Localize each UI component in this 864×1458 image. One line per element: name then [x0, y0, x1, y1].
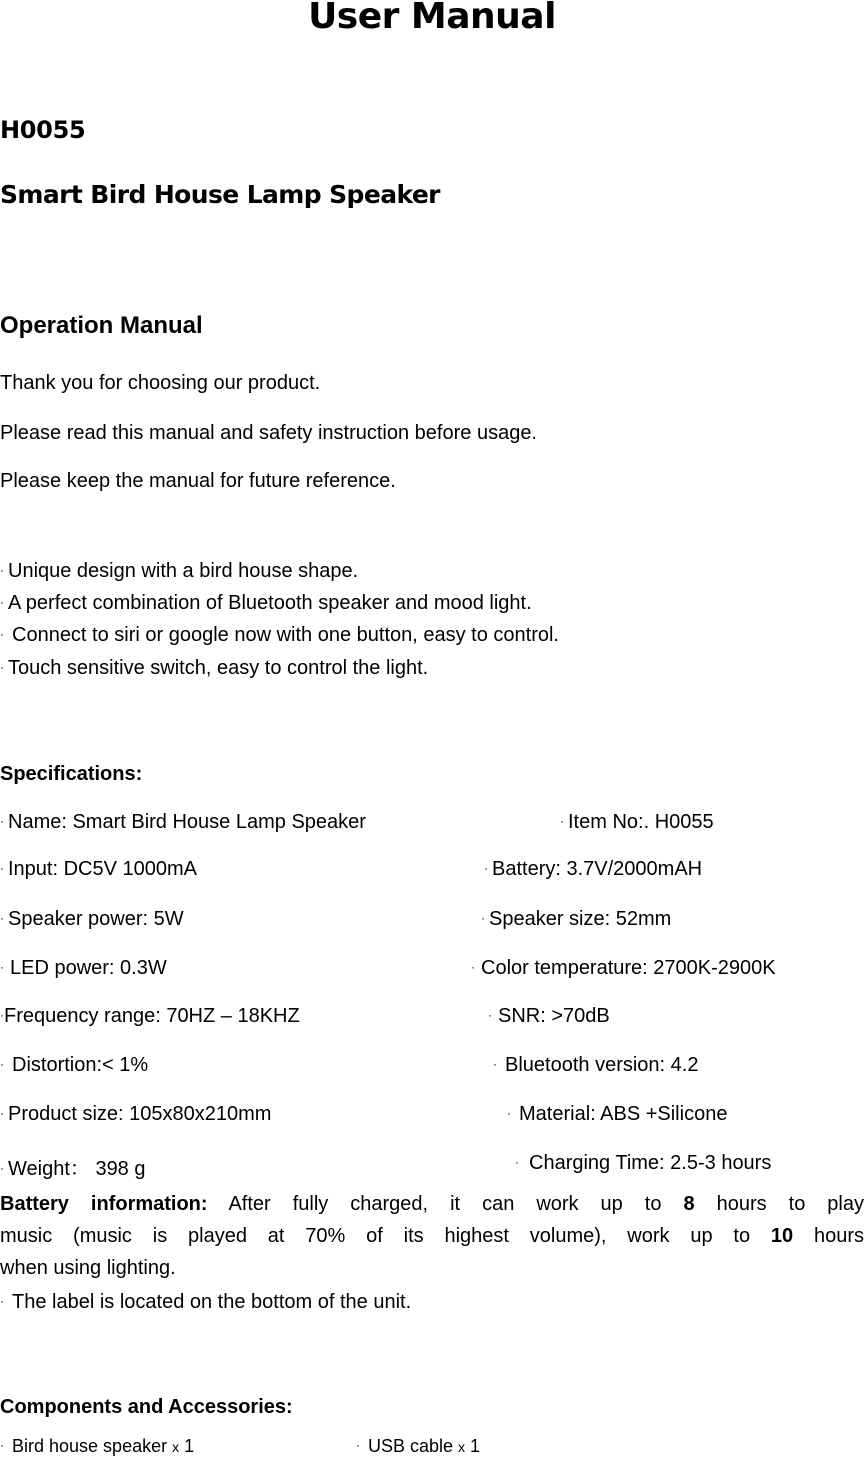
battery-text: After fully charged, it can work up to [207, 1193, 684, 1215]
spec-weight [0, 1152, 146, 1181]
light-hours-value: 10 [770, 1225, 794, 1247]
spec-text: Charging Time: 2.5-3 hours [529, 1152, 772, 1174]
battery-text: hours [793, 1225, 864, 1247]
bullet-dot-icon: · [493, 1056, 497, 1071]
operation-manual-heading: Operation Manual [0, 312, 203, 339]
component-name: Bird house speaker [12, 1436, 173, 1456]
spec-speaker-power [0, 908, 184, 931]
intro-line-read: Please read this manual and safety instruction before usage. [0, 422, 537, 444]
battery-text: music (music is played at 70% of its highest volume), work up to [0, 1225, 771, 1247]
bullet-dot-icon: · [560, 813, 564, 828]
spec-text: Product size: 105x80x210mm [8, 1103, 272, 1125]
spec-text: Color temperature: 2700K-2900K [481, 957, 776, 979]
spec-name [0, 811, 366, 834]
spec-text: Speaker size: 52mm [489, 908, 672, 930]
spec-text: Battery: 3.7V/2000mAH [492, 858, 703, 880]
bullet-dot-icon: · [0, 594, 4, 609]
spec-battery [484, 858, 702, 881]
bullet-dot-icon: · [507, 1105, 511, 1120]
note-text: The label is located on the bottom of the unit. [12, 1291, 412, 1313]
spec-snr [488, 1005, 610, 1028]
battery-text: hours to play [694, 1193, 864, 1215]
feature-item [0, 624, 559, 647]
spec-text: Material: ABS +Silicone [519, 1103, 728, 1125]
model-number-heading: H0055 [0, 116, 86, 144]
music-hours-value: 8 [683, 1193, 695, 1215]
spec-text: Frequency range: 70HZ – 18KHZ [4, 1005, 300, 1027]
bullet-dot-icon: · [515, 1154, 519, 1169]
spec-material [507, 1103, 727, 1126]
component-item-speaker [0, 1436, 194, 1457]
spec-text: Input: DC5V 1000mA [8, 858, 197, 880]
components-heading: Components and Accessories: [0, 1396, 293, 1418]
spec-frequency-range [0, 1005, 300, 1028]
bullet-dot-icon: · [488, 1007, 492, 1022]
intro-line-thanks: Thank you for choosing our product. [0, 372, 321, 394]
feature-item [0, 592, 532, 615]
bullet-dot-icon: · [0, 813, 4, 828]
spec-text: Weight： 398 g [8, 1158, 146, 1180]
battery-information-label: Battery information: [0, 1193, 208, 1215]
bullet-dot-icon: · [0, 1293, 4, 1308]
bullet-dot-icon: · [0, 1438, 4, 1453]
component-item-usb-cable [356, 1436, 480, 1457]
bullet-dot-icon: · [481, 910, 485, 925]
component-qty: 1 [179, 1436, 195, 1456]
spec-input [0, 858, 197, 881]
spec-text: Bluetooth version: 4.2 [505, 1054, 699, 1076]
battery-line-3: when using lighting. [0, 1257, 176, 1279]
spec-color-temperature [471, 957, 776, 980]
spec-bluetooth-version [493, 1054, 698, 1077]
spec-text: SNR: >70dB [498, 1005, 610, 1027]
document-title: User Manual [308, 0, 556, 37]
bullet-dot-icon: · [0, 626, 4, 641]
spec-text: Item No:. H0055 [568, 811, 714, 833]
times-symbol: x [172, 1439, 180, 1455]
feature-text: A perfect combination of Bluetooth speaker and mood light. [8, 592, 532, 614]
spec-item-no [560, 811, 714, 834]
spec-text: Distortion:< 1% [12, 1054, 149, 1076]
battery-line-1 [0, 1188, 864, 1220]
spec-text: Name: Smart Bird House Lamp Speaker [8, 811, 366, 833]
bullet-dot-icon: · [0, 659, 4, 674]
feature-item [0, 560, 358, 583]
bullet-dot-icon: · [356, 1438, 360, 1453]
spec-distortion [0, 1054, 148, 1077]
specifications-heading: Specifications: [0, 763, 143, 785]
feature-text: Touch sensitive switch, easy to control the light. [8, 657, 429, 679]
spec-speaker-size [481, 908, 671, 931]
intro-line-keep: Please keep the manual for future reference. [0, 470, 396, 492]
bullet-dot-icon: · [471, 959, 475, 974]
product-name-heading: Smart Bird House Lamp Speaker [0, 180, 440, 209]
bullet-dot-icon: · [0, 1105, 4, 1120]
times-symbol: x [458, 1439, 466, 1455]
spec-text: Speaker power: 5W [8, 908, 184, 930]
bullet-dot-icon: · [0, 959, 4, 974]
battery-information-paragraph [0, 1188, 864, 1284]
bullet-dot-icon: · [484, 860, 488, 875]
component-qty: 1 [465, 1436, 481, 1456]
bullet-dot-icon: · [0, 1056, 4, 1071]
bullet-dot-icon: · [0, 562, 4, 577]
bullet-dot-icon: · [0, 910, 4, 925]
label-location-note [0, 1291, 411, 1314]
spec-charging-time [515, 1152, 771, 1175]
bullet-dot-icon: · [0, 860, 4, 875]
spec-text: LED power: 0.3W [10, 957, 167, 979]
battery-line-2 [0, 1220, 864, 1252]
component-name: USB cable [368, 1436, 459, 1456]
feature-item [0, 657, 428, 680]
bullet-dot-icon: · [0, 1007, 4, 1022]
feature-text: Connect to siri or google now with one button, easy to control. [12, 624, 559, 646]
spec-product-size [0, 1103, 271, 1126]
spec-led-power [0, 957, 167, 980]
feature-text: Unique design with a bird house shape. [8, 560, 359, 582]
bullet-dot-icon: · [0, 1160, 4, 1175]
